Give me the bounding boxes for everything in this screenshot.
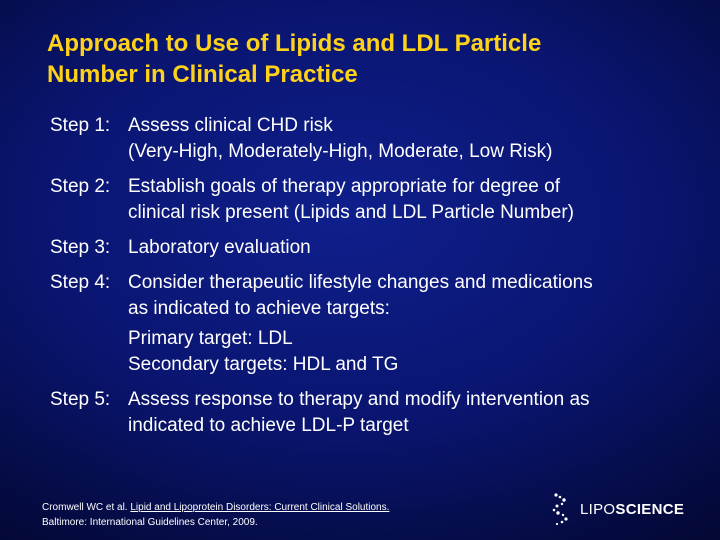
step-5 [50, 387, 690, 439]
targets-list [128, 326, 690, 378]
step-line: Laboratory evaluation [128, 237, 311, 258]
step-3 [50, 235, 690, 261]
citation-authors: Cromwell WC et al. [42, 502, 131, 513]
step-2 [50, 174, 690, 226]
step-line: indicated to achieve LDL-P target [128, 415, 409, 436]
step-line: (Very-High, Moderately-High, Moderate, Low Risk) [128, 141, 553, 162]
step-label: Step 5: [50, 389, 111, 410]
step-line: Consider therapeutic lifestyle changes and medications [128, 272, 593, 293]
slide-title [47, 28, 687, 90]
step-line: Assess clinical CHD risk [128, 115, 333, 136]
slide-title-line-2: Number in Clinical Practice [47, 61, 358, 88]
step-text [128, 270, 690, 378]
logo-wordmark-part-2: SCIENCE [615, 500, 685, 518]
liposcience-logo [550, 492, 684, 526]
step-text [128, 113, 690, 165]
step-label: Step 3: [50, 237, 111, 258]
step-4 [50, 270, 690, 378]
step-1 [50, 113, 690, 165]
step-text [128, 174, 690, 226]
citation-book-title: Lipid and Lipoprotein Disorders: Current Clinical Solutions. [130, 502, 390, 513]
secondary-targets: Secondary targets: HDL and TG [128, 354, 399, 375]
step-text [128, 387, 690, 439]
steps-list [50, 113, 690, 448]
citation-line-1 [42, 500, 389, 515]
step-line: clinical risk present (Lipids and LDL Particle Number) [128, 202, 574, 223]
step-line: as indicated to achieve targets: [128, 298, 390, 319]
citation [42, 500, 389, 530]
dna-helix-icon [550, 492, 574, 526]
step-label: Step 2: [50, 176, 111, 197]
step-line: Assess response to therapy and modify intervention as [128, 389, 590, 410]
step-label: Step 1: [50, 115, 111, 136]
logo-wordmark [580, 501, 684, 518]
citation-line-2: Baltimore: International Guidelines Center, 2009. [42, 517, 258, 528]
step-text [128, 235, 690, 261]
slide-title-line-1: Approach to Use of Lipids and LDL Particle [47, 30, 542, 57]
logo-wordmark-part-1: LIPO [580, 500, 616, 518]
step-line: Establish goals of therapy appropriate for degree of [128, 176, 560, 197]
step-label: Step 4: [50, 272, 111, 293]
primary-target: Primary target: LDL [128, 328, 293, 349]
